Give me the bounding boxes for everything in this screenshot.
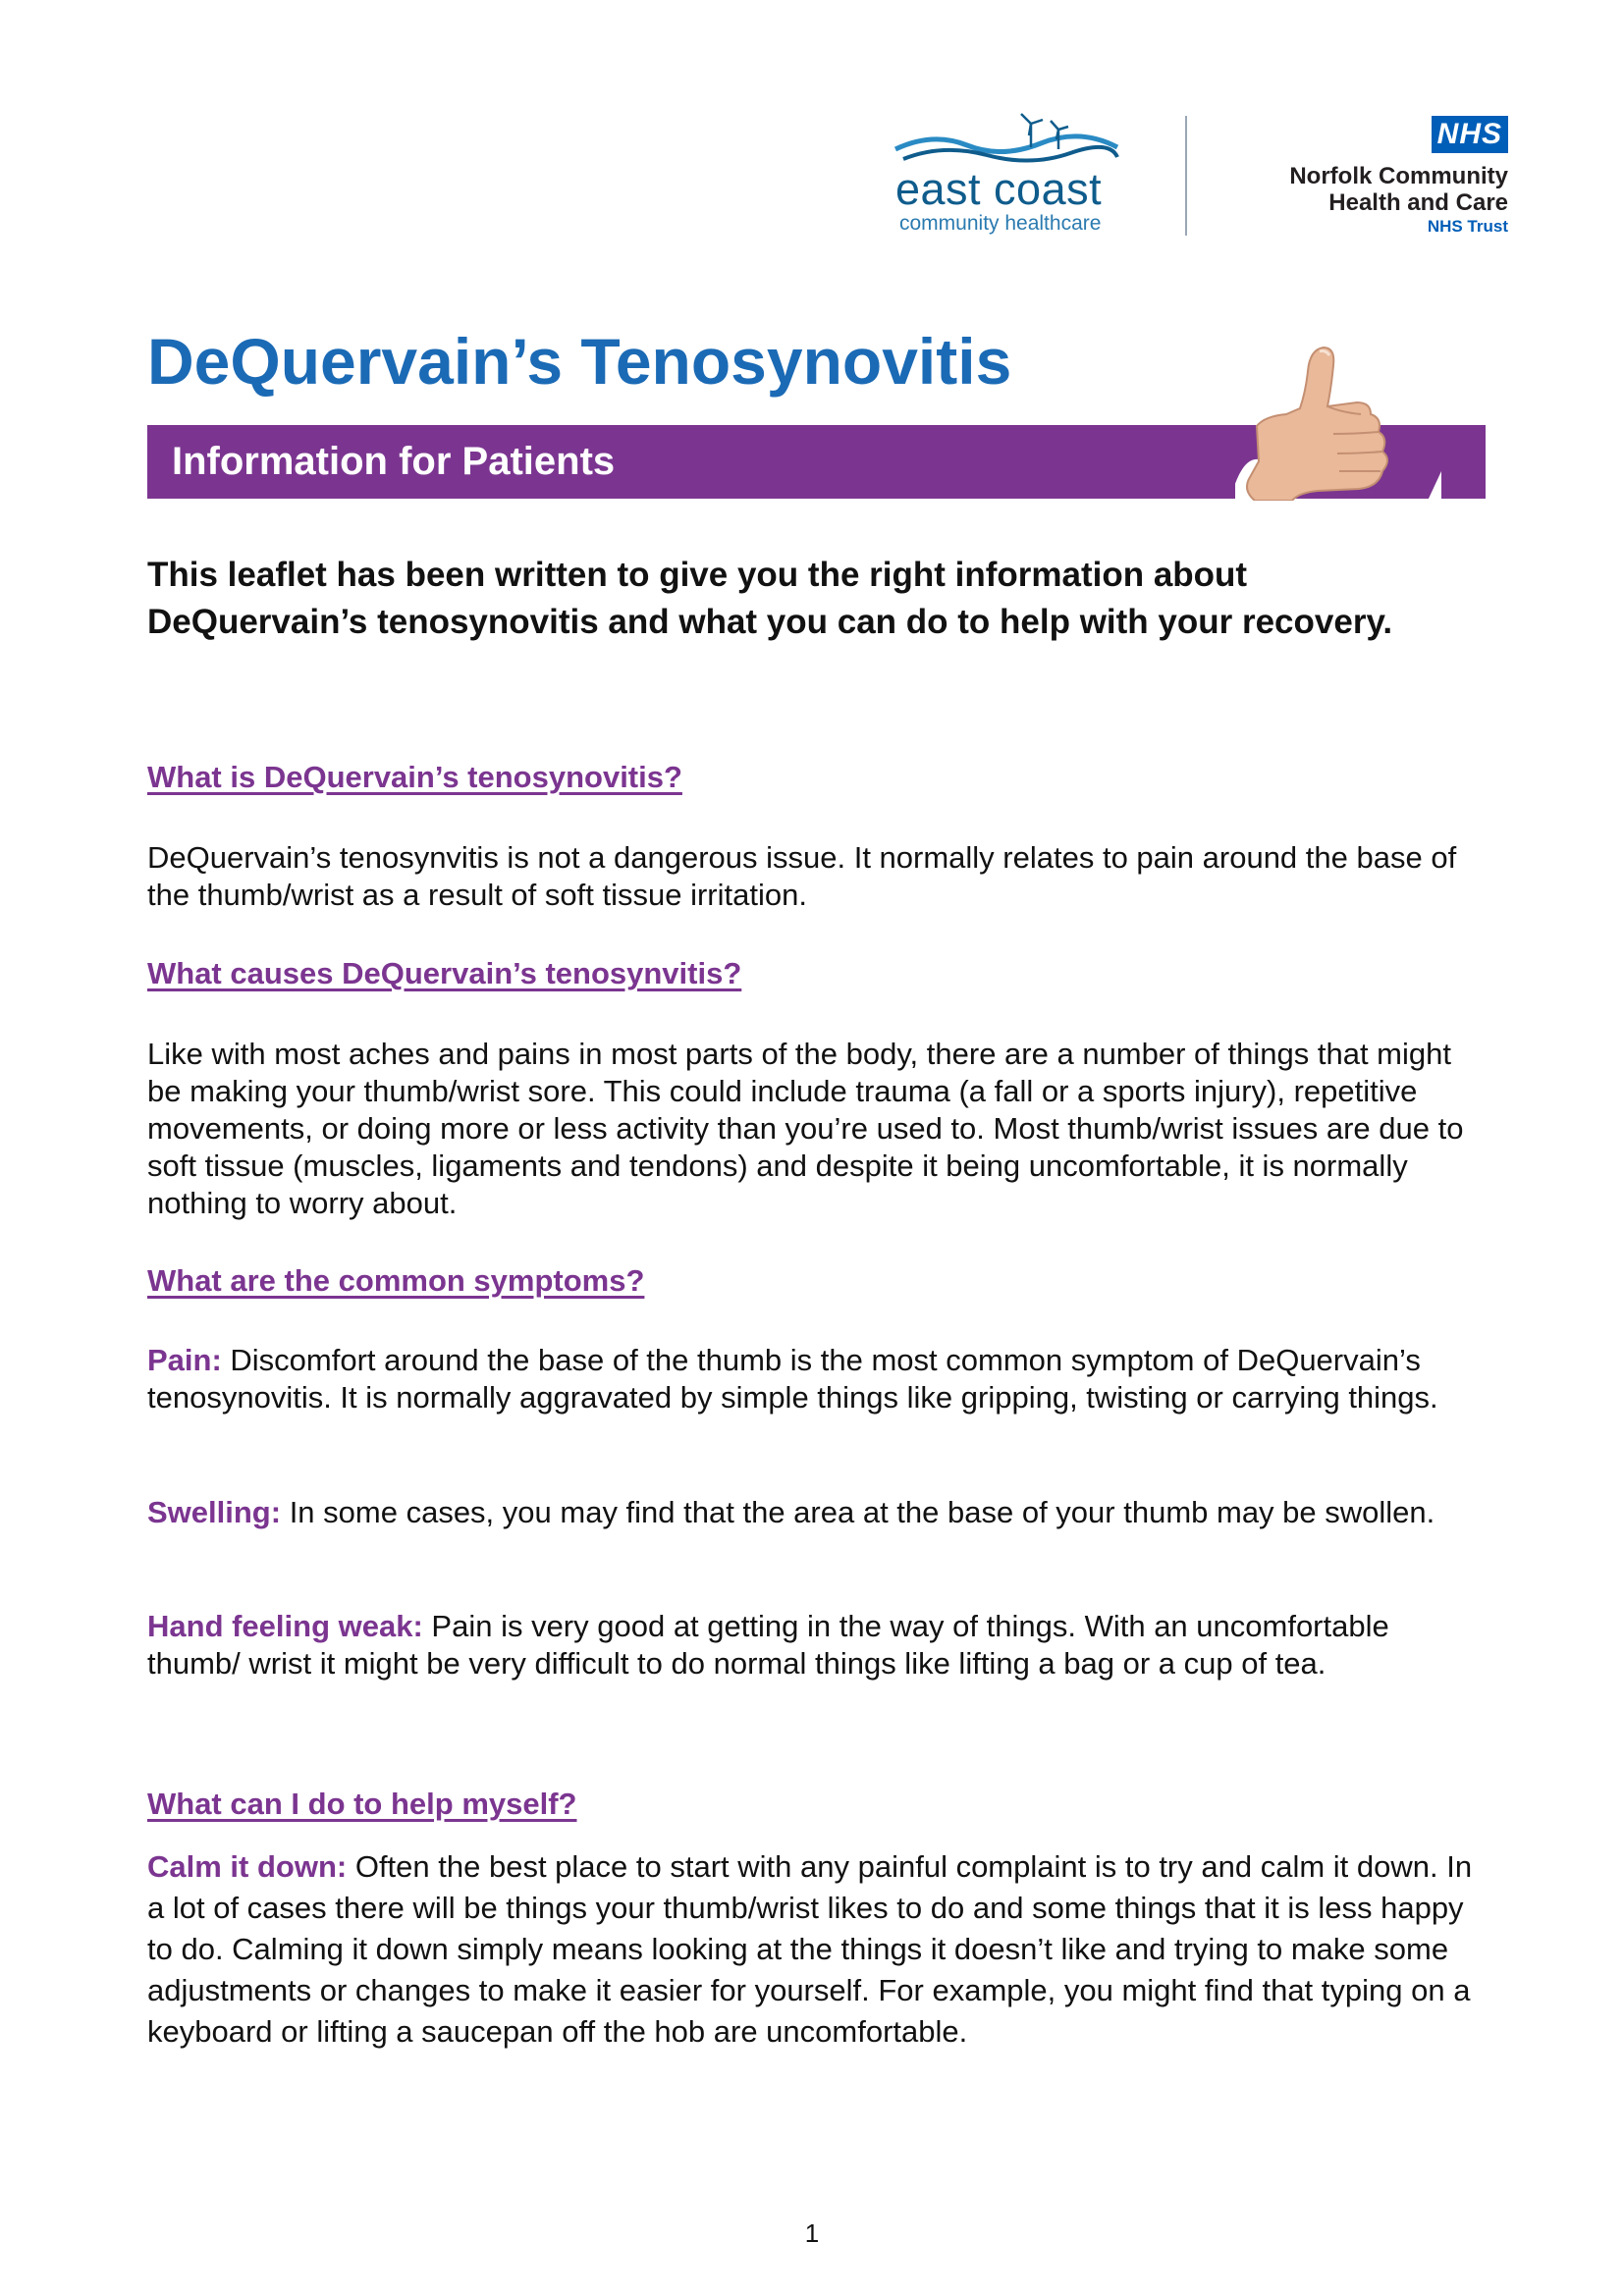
banner-text: Information for Patients xyxy=(172,440,616,483)
intro-paragraph: This leaflet has been written to give you the right information about DeQuervain’s tenosynovitis and what you can do to help with your recovery. xyxy=(147,556,1393,641)
self-help-calm-text: Often the best place to start with any painful complaint is to try and calm it down. In a lot of cases there will be things your thumb/wrist likes to do and some things that it is less happy to do. Calming it down simply means looking at the things it doesn’t like and trying to make some adjustments or changes to make it easier for yourself. For example, you might find that typing on a keyboard or lifting a saucepan off the hob are uncomfortable. xyxy=(147,1849,1473,2049)
thumbs-up-icon xyxy=(1235,344,1441,501)
nhs-org-line1: Norfolk Community xyxy=(1289,163,1508,189)
what-is-body: DeQuervain’s tenosynvitis is not a dangerous issue. It normally relates to pain around the base of the thumb/wrist as a result of soft tissue irritation. xyxy=(147,840,1457,912)
heading-self-help: What can I do to help myself? xyxy=(147,1787,577,1821)
symptom-pain-term: Pain: xyxy=(147,1343,222,1377)
page-title: DeQuervain’s Tenosynovitis xyxy=(147,325,1012,398)
nhs-trust-label: NHS Trust xyxy=(1427,217,1508,236)
self-help-calm xyxy=(147,1846,1483,2053)
east-coast-logo-name: east coast xyxy=(895,164,1103,214)
nhs-org-line2: Health and Care xyxy=(1328,189,1508,216)
east-coast-logo-subtitle: community healthcare xyxy=(899,212,1102,235)
heading-causes: What causes DeQuervain’s tenosynvitis? xyxy=(147,956,742,990)
heading-symptoms: What are the common symptoms? xyxy=(147,1263,645,1298)
symptom-swelling-term: Swelling: xyxy=(147,1495,282,1529)
nhs-logo xyxy=(1214,116,1508,243)
symptom-swelling xyxy=(147,1494,1483,1531)
symptom-pain xyxy=(147,1342,1483,1416)
symptom-weak-text: Pain is very good at getting in the way of things. With an uncomfortable thumb/ wrist it might be very difficult to do normal things like lifting a bag or a cup of tea. xyxy=(147,1609,1389,1681)
page-number: 1 xyxy=(804,2218,820,2248)
east-coast-logo xyxy=(893,110,1119,247)
heading-what-is: What is DeQuervain’s tenosynovitis? xyxy=(147,760,682,794)
symptom-weak-term: Hand feeling weak: xyxy=(147,1609,423,1643)
self-help-calm-term: Calm it down: xyxy=(147,1849,348,1884)
symptom-pain-text: Discomfort around the base of the thumb is the most common symptom of DeQuervain’s tenosynovitis. It is normally aggravated by simple things like gripping, twisting or carrying things. xyxy=(147,1343,1438,1415)
causes-body: Like with most aches and pains in most parts of the body, there are a number of things that might be making your thumb/wrist sore. This could include trauma (a fall or a sports injury), repetitive movements, or doing more or less activity than you’re used to. Most thumb/wrist issues are due to soft tissue (muscles, ligaments and tendons) and despite it being uncomfortable, it is normally nothing to worry about. xyxy=(147,1037,1464,1220)
symptom-swelling-text: In some cases, you may find that the area at the base of your thumb may be swollen. xyxy=(281,1495,1435,1529)
wave-windmill-icon xyxy=(893,110,1119,169)
logo-divider xyxy=(1185,116,1187,236)
nhs-badge: NHS xyxy=(1432,116,1508,153)
symptom-weak xyxy=(147,1608,1483,1682)
